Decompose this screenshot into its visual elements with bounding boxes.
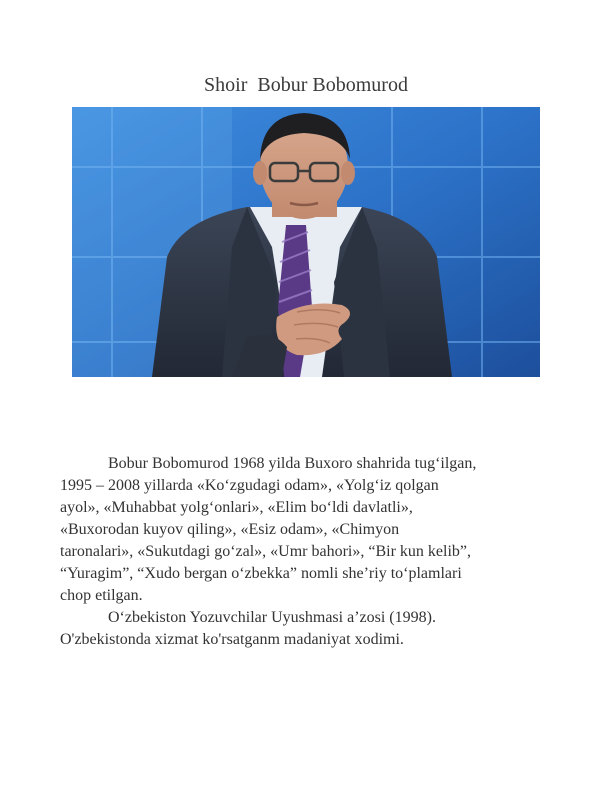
page-title: Shoir Bobur Bobomurod [204, 74, 408, 96]
text-line: O'zbekistonda xizmat ko'rsatganm madaniyat xodimi. [60, 631, 404, 648]
portrait-photo [72, 107, 540, 377]
text-line: 1995 – 2008 yillarda «Ko‘zgudagi odam», «Yolg‘iz qolgan [60, 477, 439, 494]
paragraph-membership [60, 607, 545, 651]
text-line: taronalari», «Sukutdagi go‘zal», «Umr bahori», “Bir kun kelib”, [60, 543, 472, 560]
text-line: Bobur Bobomurod 1968 yilda Buxoro shahrida tug‘ilgan, [108, 455, 477, 472]
text-line: ayol», «Muhabbat yolg‘onlari», «Elim bo‘ldi davlatli», [60, 499, 413, 516]
text-line: «Buxorodan kuyov qiling», «Esiz odam», «Chimyon [60, 521, 400, 538]
text-line: chop etilgan. [60, 587, 143, 604]
body-text [60, 453, 545, 651]
text-line: “Yuragim”, “Xudo bergan o‘zbekka” nomli she’riy to‘plamlari [60, 565, 462, 582]
text-line: O‘zbekiston Yozuvchilar Uyushmasi a’zosi (1998). [108, 609, 436, 626]
paragraph-biography [60, 453, 545, 607]
